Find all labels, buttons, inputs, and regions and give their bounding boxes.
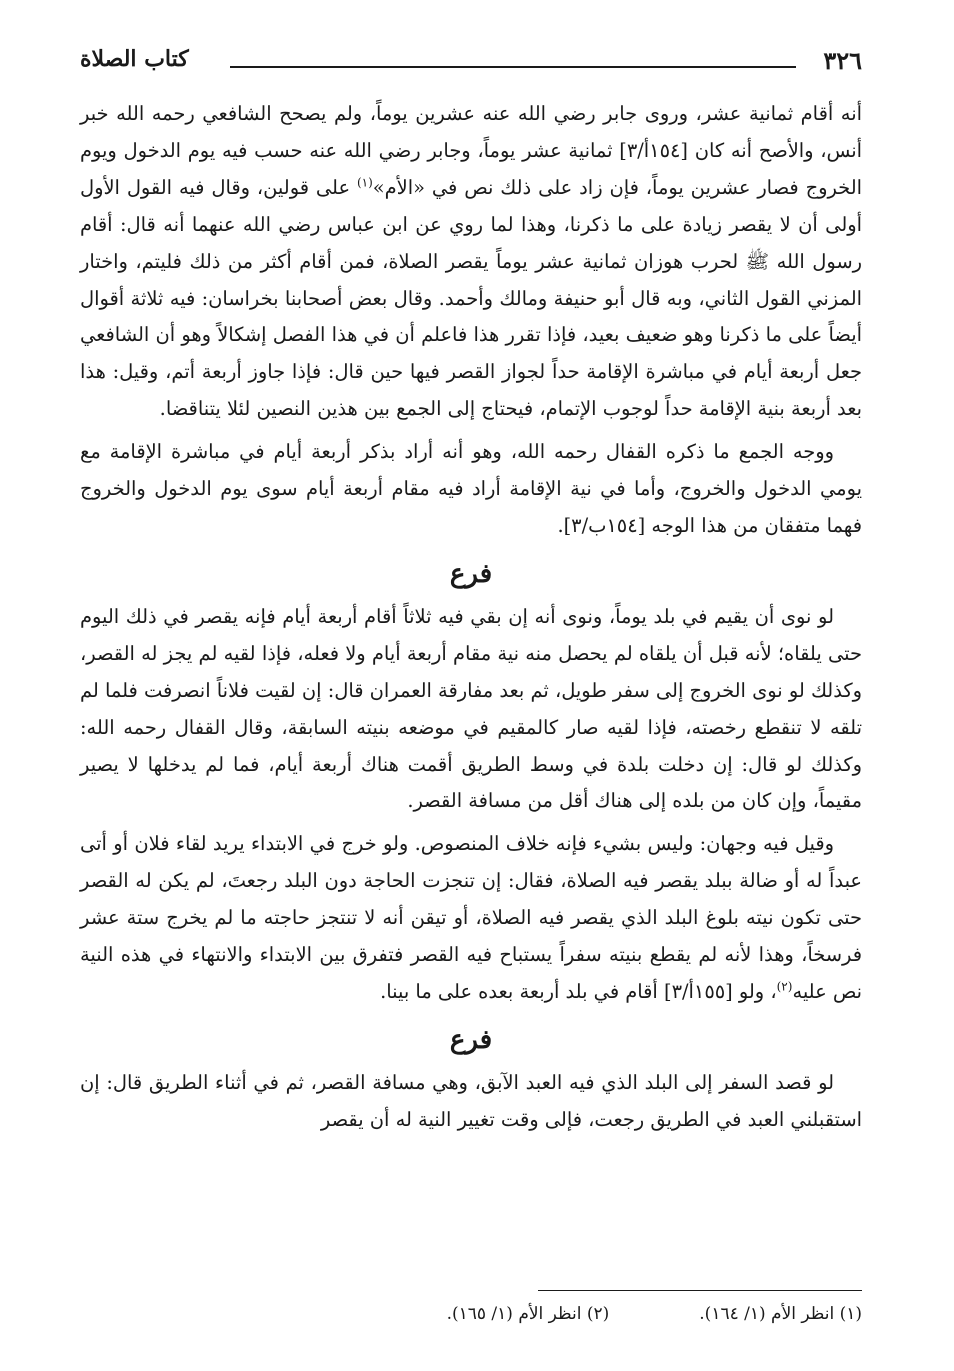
footnote-ref-1: (١) — [356, 175, 373, 190]
footnote-rule — [538, 1290, 862, 1291]
page-number: ٣٢٦ — [823, 46, 862, 75]
section-heading-1: فرع — [449, 558, 493, 589]
paragraph-4-tail: ، ولو [١٥٥أ/٣] أقام في بلد أربعة بعده على ما بينا. — [380, 979, 777, 1003]
paragraph-1-text: أنه أقام ثمانية عشر، وروى جابر رضي الله عنه عشرين يوماً، ولم يصحح الشافعي رحمه الله خبر أنس، والأصح أنه كان [١٥٤أ/٣] ثمانية عشر يوماً، وجابر رضي الله عنه حسب فيه يوم الدخول ويوم الخروج فصار عشرين يوماً، فإن زاد على ذلك نص في «الأم» — [80, 102, 862, 199]
section-heading-2: فرع — [449, 1024, 493, 1055]
paragraph-1-tail: على قولين، وقال فيه القول الأول أولى أن لا يقصر زيادة على ما ذكرنا، وهذا لما روي عن ابن عباس رضي الله عنهما أنه قال: أقام رسول الله ﷺ لحرب هوزان ثمانية عشر يوماً يقصر الصلاة، فمن أقام أكثر من ذلك فليتم، واختار المزني القول الثاني، وبه قال أبو حنيفة ومالك وأحمد. وقال بعض أصحابنا بخراسان: فيه ثلاثة أقوال أيضاً على ما ذكرنا وهو ضعيف بعيد، فإذا تقرر هذا فاعلم أن في هذا الفصل إشكالاً وهو أن الشافعي جعل أربعة أيام في مباشرة الإقامة حداً لجواز القصر فيها حين قال: فإذا جاوز أربعة أتم، وقيل: هذا بعد أربعة بنية الإقامة حداً لوجوب الإتمام، فيحتاج إلى الجمع بين هذين النصين لئلا يتناقضا. — [80, 175, 862, 421]
footnote-ref-2: (٢) — [776, 979, 793, 994]
footnote-1: (١) انظر الأم (١/ ١٦٤). — [699, 1304, 862, 1324]
paragraph-5: لو قصد السفر إلى البلد الذي فيه العبد الآبق، وهي مسافة القصر، ثم في أثناء الطريق قال: إن استقبلني العبد في الطريق رجعت، فإلى وقت تغيير النية له أن يقصر — [80, 1070, 862, 1131]
paragraph-2: ووجه الجمع ما ذكره القفال رحمه الله، وهو أنه أراد بذكر أربعة أيام في مباشرة الإقامة مع يومي الدخول والخروج، وأما في نية الإقامة أراد فيه مقام أربعة أيام سوى يوم الدخول والخروج فهما متفقان من هذا الوجه [١٥٤ب/٣]. — [80, 440, 862, 537]
main-text — [80, 96, 862, 1145]
paragraph-3: لو نوى أن يقيم في بلد يوماً، ونوى أنه إن بقي فيه ثلاثاً أقام أربعة أيام فإنه يقصر في ذلك اليوم حتى يلقاه؛ لأنه قبل أن يلقاه لم يحصل منه نية مقام أربعة أيام ولا فعله، فإذا لقيه لم يجز له القصر، وكذلك لو نوى الخروج إلى سفر طويل، ثم بعد مفارقة العمران قال: إن لقيت فلاناً انصرفت فلما لم تلقه لا تنقطع رخصته، فإذا لقيه صار كالمقيم في موضعه بنيته السابقة، وقال القفال رحمه الله: وكذلك لو قال: إن دخلت بلدة في وسط الطريق أقمت هناك أربعة أيام، فما لم يدخلها لا يصير مقيماً، وإن كان من بلده إلى هناك أقل من مسافة القصر. — [80, 604, 862, 813]
paragraph-1 — [80, 96, 862, 428]
paragraph-4-text: وقيل فيه وجهان: وليس بشيء فإنه خلاف المنصوص. ولو خرج في الابتداء يريد لقاء فلان أو أتى عبداً له أو ضالة ببلد يقصر فيه الصلاة، فقال: إن تنجزت الحاجة دون البلد رجعتَ، لم يكن له القصر حتى تكون نيته بلوغ البلد الذي يقصر فيه الصلاة، أو تيقن أنه لا تنتجز حاجته ما لم يخرج ستة عشر فرسخاً، وهذا لأنه لم يقطع بنيته سفراً يستباح فيه القصر فتفرق بين الابتداء والانتهاء في هذه النية نص عليه — [80, 832, 862, 1003]
paragraph-4 — [80, 826, 862, 1011]
footnote-2: (٢) انظر الأم (١/ ١٦٥). — [446, 1304, 610, 1324]
header-rule — [230, 66, 796, 68]
footnotes — [80, 1300, 862, 1328]
chapter-title: كتاب الصلاة — [80, 46, 189, 72]
running-header — [80, 46, 862, 86]
